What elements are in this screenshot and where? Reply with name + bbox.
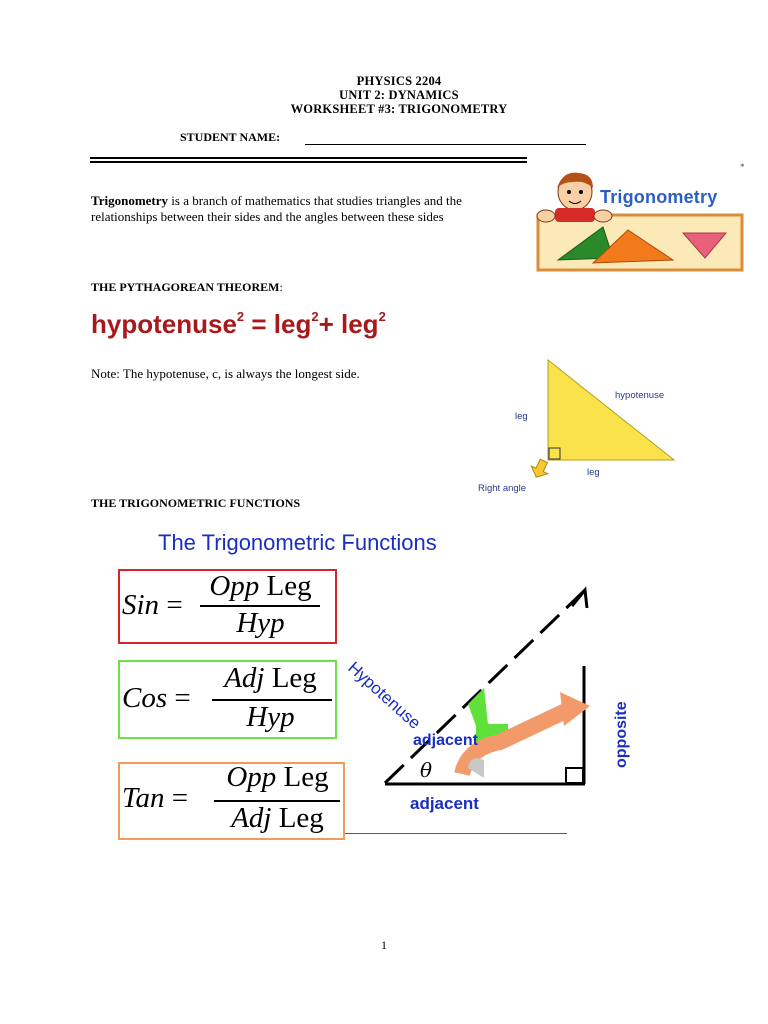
trigonometry-clipart <box>533 170 748 273</box>
label-hypotenuse: hypotenuse <box>615 390 665 401</box>
clipart-star: * <box>740 162 745 172</box>
figure-red-rule <box>345 833 567 834</box>
tan-denominator <box>210 802 345 835</box>
trig-triangle-diagram <box>344 578 650 838</box>
pythagorean-heading <box>91 280 283 295</box>
header-rule-bottom <box>90 161 527 163</box>
tan-den-leg: Leg <box>271 802 324 834</box>
student-name-line[interactable] <box>305 144 586 145</box>
eq-hypotenuse: hypotenuse <box>91 309 237 339</box>
trig-clipart-art <box>533 170 748 273</box>
student-name-label: STUDENT NAME: <box>180 130 281 144</box>
eq-leg-1: = leg <box>244 309 312 339</box>
tan-name: Tan <box>122 782 165 814</box>
label-right-angle: Right angle <box>478 483 527 494</box>
tan-formula-box <box>118 762 345 840</box>
label-leg-side: leg <box>515 411 528 422</box>
hypotenuse-note: Note: The hypotenuse, c, is always the longest side. <box>91 366 360 381</box>
sin-equals: = <box>166 589 183 621</box>
cos-formula-box <box>118 660 337 739</box>
cos-lhs <box>122 682 191 715</box>
trig-heading: THE TRIGONOMETRIC FUNCTIONS <box>91 496 301 510</box>
sin-name: Sin <box>122 589 160 621</box>
sin-numerator <box>198 570 323 603</box>
cos-name: Cos <box>122 682 168 714</box>
sin-num-italic: Opp <box>209 570 260 602</box>
label-hypotenuse-rotated: Hypotenuse <box>344 658 425 733</box>
tan-den-italic: Adj <box>231 802 272 834</box>
clipart-title: Trigonometry <box>600 187 718 207</box>
label-theta: θ <box>420 758 433 782</box>
cos-numerator <box>208 662 333 695</box>
tan-equals: = <box>171 782 189 814</box>
eq-sup-2: 2 <box>311 309 319 325</box>
header-rule-top <box>90 157 527 159</box>
pythagorean-equation <box>91 309 386 340</box>
intro-paragraph <box>91 193 521 225</box>
sin-lhs <box>122 589 183 622</box>
label-opposite: opposite <box>613 701 630 768</box>
cos-den-italic: Hyp <box>246 701 295 733</box>
tan-numerator <box>210 761 345 794</box>
trig-image-title: The Trigonometric Functions <box>158 530 437 555</box>
sin-formula-box <box>118 569 337 644</box>
sin-num-leg: Leg <box>259 570 312 602</box>
eq-leg-2: + leg <box>318 309 379 339</box>
page-number: 1 <box>381 938 387 952</box>
sin-den-italic: Hyp <box>236 607 285 639</box>
intro-text: is a branch of mathematics that studies triangles and the relationships between their sides and the angles between these sides <box>91 193 462 224</box>
right-triangle-art <box>470 352 700 497</box>
right-triangle-figure <box>470 352 700 497</box>
eq-sup-3: 2 <box>378 309 386 325</box>
cos-num-leg: Leg <box>264 662 317 694</box>
tan-num-italic: Opp <box>226 761 277 793</box>
worksheet-title: WORKSHEET #3: TRIGONOMETRY <box>290 102 508 116</box>
label-adjacent-inner: adjacent <box>413 732 478 749</box>
intro-term: Trigonometry <box>91 193 169 208</box>
eq-sup-1: 2 <box>236 309 245 325</box>
pythagorean-heading-text: THE PYTHAGOREAN THEOREM <box>91 280 280 294</box>
tan-lhs <box>122 782 188 815</box>
cos-denominator <box>208 701 333 734</box>
cos-equals: = <box>174 682 191 714</box>
tan-num-leg: Leg <box>276 761 329 793</box>
course-title: PHYSICS 2204 <box>356 74 442 88</box>
label-adjacent: adjacent <box>410 794 479 813</box>
unit-title: UNIT 2: DYNAMICS <box>339 88 459 102</box>
pythagorean-heading-colon: : <box>279 280 283 294</box>
cos-num-italic: Adj <box>224 662 265 694</box>
label-leg-bottom: leg <box>587 467 600 478</box>
sin-denominator <box>198 607 323 640</box>
